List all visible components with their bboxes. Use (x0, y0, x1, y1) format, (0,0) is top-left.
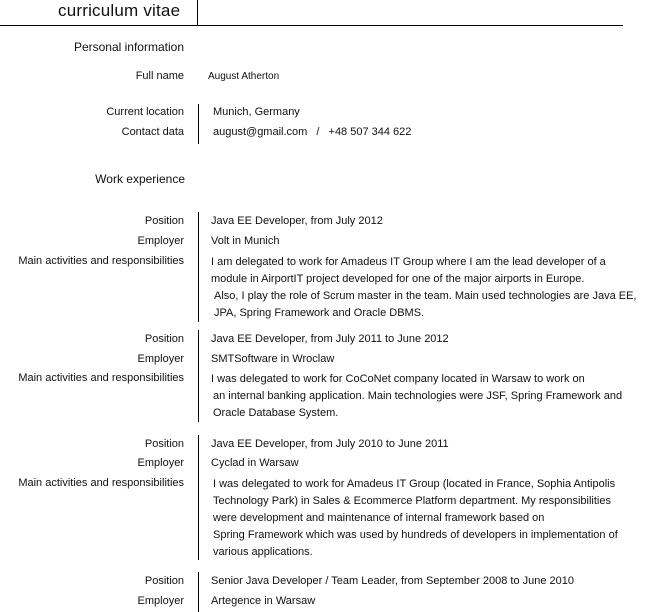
section-heading-personal: Personal information (73, 40, 184, 54)
job-2-activities (211, 371, 631, 422)
full-name-label: Full name (135, 70, 184, 82)
job-1-activities (211, 254, 637, 322)
job-2-employer-label: Employer (137, 353, 184, 365)
job-4-employer-label: Employer (137, 595, 184, 607)
activity-line: I am delegated to work for Amadeus IT Group where I am the lead developer of a (211, 256, 606, 268)
job-3-employer: Cyclad in Warsaw (211, 457, 299, 469)
personal-divider (198, 104, 199, 144)
activity-line: Also, I play the role of Scrum master in the team. Main used technologies are Java EE, (214, 290, 637, 302)
job-4-divider (198, 572, 199, 612)
job-3-position-label: Position (144, 438, 184, 450)
job-2-position: Java EE Developer, from July 2011 to June 2012 (211, 333, 449, 345)
full-name-value: August Atherton (208, 71, 280, 82)
activity-line: various applications. (213, 546, 313, 558)
activity-line: Spring Framework which was used by hundreds of developers in implementation of (213, 529, 618, 541)
contact-label: Contact data (121, 126, 184, 138)
job-1-divider (198, 212, 199, 322)
job-1-employer: Volt in Munich (211, 235, 280, 247)
header-divider-vertical (197, 0, 198, 26)
job-4-position-label: Position (144, 575, 184, 587)
job-1-activities-label: Main activities and responsibilities (18, 255, 184, 267)
document-title: curriculum vitae (58, 1, 181, 20)
job-2-activities-label: Main activities and responsibilities (18, 372, 184, 384)
activity-line: I was delegated to work for Amadeus IT Group (located in France, Sophia Antipolis (213, 478, 616, 490)
job-3-employer-label: Employer (137, 457, 184, 469)
job-2-divider (198, 330, 199, 422)
job-3-activities (211, 476, 631, 561)
job-3-divider (198, 435, 199, 560)
contact-separator: / (316, 126, 320, 138)
activity-line: JPA, Spring Framework and Oracle DBMS. (214, 307, 425, 319)
activity-line: I was delegated to work for CoCoNet company located in Warsaw to work on (211, 373, 585, 385)
job-1-position-label: Position (144, 215, 184, 227)
activity-line: Oracle Database System. (213, 407, 339, 419)
activity-line: an internal banking application. Main technologies were JSF, Spring Framework and (213, 390, 623, 402)
header-divider-horizontal (0, 25, 623, 26)
job-1-employer-label: Employer (137, 235, 184, 247)
activity-line: Technology Park) in Sales & Ecommerce Platform department. My responsibilities (213, 495, 611, 507)
contact-value (213, 126, 411, 138)
email-value: august@gmail.com (213, 126, 308, 138)
job-3-activities-label: Main activities and responsibilities (18, 477, 184, 489)
job-4-employer: Artegence in Warsaw (211, 595, 316, 607)
location-label: Current location (106, 106, 184, 118)
job-4-position: Senior Java Developer / Team Leader, from September 2008 to June 2010 (211, 575, 575, 587)
location-value: Munich, Germany (213, 106, 300, 118)
job-2-employer: SMTSoftware in Wroclaw (211, 353, 335, 365)
phone-value: +48 507 344 622 (328, 126, 412, 138)
section-heading-work: Work experience (95, 172, 185, 186)
job-3-position: Java EE Developer, from July 2010 to June 2011 (211, 438, 449, 450)
activity-line: module in AirportIT project developed for one of the major airports in Europe. (211, 273, 585, 285)
job-2-position-label: Position (144, 333, 184, 345)
job-1-position: Java EE Developer, from July 2012 (211, 215, 383, 227)
activity-line: were development and maintenance of internal framework based on (213, 512, 545, 524)
